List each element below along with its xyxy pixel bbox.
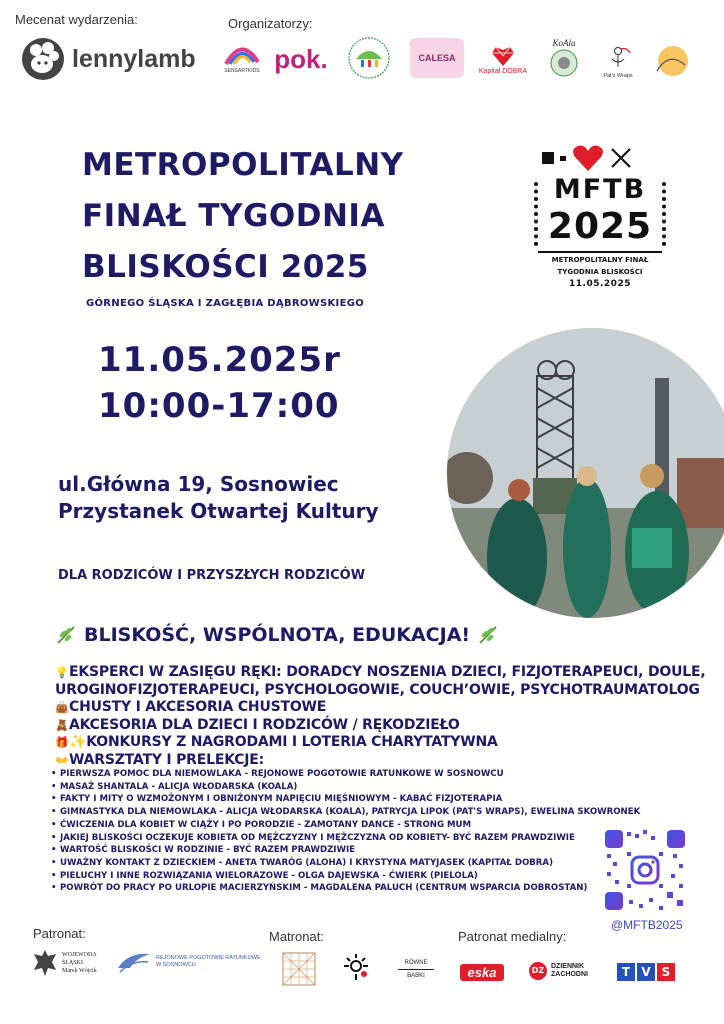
pats-wraps-name: Pat's Wraps — [603, 73, 633, 79]
hands-icon: 👐 — [55, 753, 69, 767]
event-date: 11.05.2025r — [98, 340, 341, 380]
grid-pattern-icon — [282, 952, 316, 986]
title-line-2: FINAŁ TYGODNIA — [82, 198, 385, 234]
pok-logo[interactable] — [274, 40, 328, 78]
rowne-babki-logo[interactable] — [392, 958, 440, 981]
workshop-item: • PIELUCHY I INNE ROZWIĄZANIA WIELORAZOWE - OLGA DAJEWSKA - ĆWIERK (PIELOLA) — [51, 870, 640, 883]
badge-line-1: METROPOLITALNY FINAŁ — [551, 256, 649, 264]
club-icon — [346, 35, 392, 81]
audience-text: DLA RODZICÓW I PRZYSZŁYCH RODZICÓW — [58, 568, 366, 583]
event-photo — [447, 328, 724, 618]
feature-item — [55, 717, 715, 735]
title-line-1: METROPOLITALNY — [82, 147, 404, 183]
features-list — [55, 664, 715, 769]
rowne-babki-line-1: RÓWNE — [404, 960, 428, 966]
badge-dots-right — [662, 182, 666, 246]
feature-item — [55, 682, 715, 700]
kapital-dobra-name: Kapitał DOBRA — [478, 67, 528, 75]
rowne-babki-rule — [398, 969, 434, 970]
feature-item — [55, 699, 715, 717]
wojewoda-line-2: ŚLĄSKI — [62, 960, 84, 966]
pats-wraps-logo[interactable] — [596, 40, 640, 84]
workshop-item: • UWAŻNY KONTAKT Z DZIECKIEM - ANETA TWARÓG (ALOHA) I KRYSTYNA MATYJASEK (KAPITAŁ DOBRA) — [51, 857, 640, 870]
patronat-label: Patronat: — [33, 926, 86, 941]
koala-name: KoAla — [552, 38, 576, 48]
workshops-list — [51, 768, 640, 895]
badge-icons — [542, 144, 632, 172]
workshop-item: • JAKIEJ BLISKOŚCI OCZEKUJE KOBIETA OD MĘŻCZYZNY I MĘŻCZYZNA OD KOBIETY- BYĆ RAZEM PRAWDZIWIE — [51, 832, 640, 845]
feature-text: AKCESORIA DLA DZIECI I RODZICÓW / RĘKODZIEŁO — [69, 716, 460, 733]
feature-text: UROGINOFIZJOTERAPEUCI, PSYCHOLOGOWIE, COUCH’OWIE, PSYCHOTRAUMATOLOG — [55, 681, 700, 698]
mftb-badge — [530, 142, 670, 292]
feature-text: ✨KONKURSY Z NAGRODAMI I LOTERIA CHARYTATYWNA — [69, 734, 498, 750]
pogotowie-line-2: W SOSNOWCU — [156, 962, 196, 968]
ambulance-wings-icon — [116, 950, 152, 974]
club-logo[interactable] — [344, 34, 394, 82]
koala-icon — [549, 48, 579, 78]
matronat-label: Matronat: — [269, 929, 324, 944]
aloha-icon — [649, 41, 693, 81]
bag-icon: 👜 — [55, 701, 69, 714]
event-time: 10:00-17:00 — [98, 386, 340, 426]
heart-gem-icon — [490, 44, 516, 68]
pogotowie-logo[interactable] — [116, 950, 261, 974]
dash-icon — [560, 156, 566, 161]
workshop-item: • MASAŻ SHANTALA - ALICJA WŁODARSKA (KOALA) — [51, 781, 640, 794]
aloha-logo[interactable] — [646, 38, 696, 84]
title-line-3: BLISKOŚCI 2025 — [82, 249, 369, 285]
koala-logo[interactable] — [544, 34, 584, 82]
lamb-icon — [20, 36, 66, 82]
lightbulb-icon: 💡 — [55, 666, 69, 679]
workshop-item: • PIERWSZA POMOC DLA NIEMOWLAKA - REJONOWE POGOTOWIE RATUNKOWE W SOSNOWCU — [51, 768, 640, 781]
sensartkids-name: SENSARTKIDS — [224, 68, 260, 74]
sensartkids-logo[interactable] — [218, 36, 266, 80]
herb-icon — [478, 625, 498, 645]
lennylamb-name: lennylamb — [72, 44, 196, 73]
wojewoda-logo[interactable] — [32, 948, 97, 978]
feature-item — [55, 734, 715, 752]
dziennik-logo[interactable] — [529, 962, 588, 980]
subtitle: GÓRNEGO ŚLĄSKA I ZAGŁĘBIA DĄBROWSKIEGO — [86, 298, 365, 309]
badge-year: 2025 — [547, 206, 653, 247]
kapital-dobra-logo[interactable] — [473, 36, 533, 82]
sun-figure-icon — [340, 952, 372, 984]
badge-dots-left — [534, 182, 538, 246]
dziennik-line-2: ZACHODNI — [551, 971, 588, 978]
eagle-icon — [32, 948, 58, 978]
badge-rule — [538, 251, 662, 253]
workshop-item: • WARTOŚĆ BLISKOŚCI W RODZINIE - BYĆ RAZEM PRAWDZIWIE — [51, 844, 640, 857]
tvs-logo[interactable] — [617, 963, 675, 981]
feature-text: WARSZTATY I PRELEKCJE: — [69, 751, 265, 768]
dz-icon: DZ — [529, 962, 547, 980]
wrap-figure-icon — [603, 45, 633, 73]
calesa-name: CALESA — [418, 53, 456, 63]
wojewoda-line-1: WOJEWODA — [62, 952, 97, 958]
rowne-babki-line-2: BABKI — [407, 973, 425, 979]
gift-icon: 🎁 — [55, 736, 69, 749]
badge-line-2: TYGODNIA BLISKOŚCI — [557, 268, 643, 276]
eska-logo[interactable]: eska — [460, 964, 504, 981]
slogan — [56, 624, 498, 646]
grid-logo[interactable] — [282, 952, 316, 986]
workshop-item: • FAKTY I MITY O WZMOŻONYM I OBNIŻONYM NAPIĘCIU MIĘŚNIOWYM - KABAĆ FIZJOTERAPIA — [51, 793, 640, 806]
feature-text: CHUSTY I AKCESORIA CHUSTOWE — [69, 699, 327, 715]
square-icon — [542, 152, 554, 164]
feature-text: EKSPERCI W ZASIĘGU RĘKI: DORADCY NOSZENIA DZIECI, FIZJOTERAPEUCI, DOULE, — [69, 664, 706, 680]
photo-illustration — [447, 328, 724, 618]
feature-item — [55, 752, 715, 770]
herb-icon — [56, 625, 76, 645]
pogotowie-line-1: REJONOWE POGOTOWIE RATUNKOWE — [156, 955, 261, 961]
feature-item — [55, 664, 715, 682]
instagram-qr-code[interactable] — [603, 828, 687, 912]
tvs-letter-s: S — [657, 963, 675, 981]
lennylamb-logo[interactable] — [20, 36, 196, 82]
social-handle[interactable]: @MFTB2025 — [611, 918, 683, 932]
qr-icon — [603, 828, 687, 912]
dziennik-line-1: DZIENNIK — [551, 963, 585, 970]
teddy-icon: 🧸 — [55, 718, 69, 732]
pok-name: pok. — [274, 43, 328, 74]
sun-figure-logo[interactable] — [340, 952, 372, 984]
address-line-1: ul.Główna 19, Sosnowiec — [58, 472, 339, 496]
workshop-item: • GIMNASTYKA DLA NIEMOWLAKA - ALICJA WŁODARSKA (KOALA), PATRYCJA LIPOK (PAT'S WRAPS), EWELINA SKOWRONEK — [51, 806, 640, 819]
organizers-label: Organizatorzy: — [228, 16, 313, 31]
slogan-text: BLISKOŚĆ, WSPÓLNOTA, EDUKACJA! — [84, 624, 471, 646]
workshop-item: • POWRÓT DO PRACY PO URLOPIE MACIERZYŃSKIM - MAGDALENA PALUCH (CENTRUM WSPARCIA DOBROSTAN) — [51, 882, 640, 895]
address-line-2: Przystanek Otwartej Kultury — [58, 499, 379, 523]
medialny-label: Patronat medialny: — [458, 929, 567, 944]
tvs-letter-t: T — [617, 963, 635, 981]
tvs-letter-v: V — [637, 963, 655, 981]
heart-icon — [572, 144, 604, 172]
workshop-item: • ĆWICZENIA DLA KOBIET W CIĄŻY I PO PORODZIE - ZAMOTANY DANCE - STRONG MUM — [51, 819, 640, 832]
badge-date: 11.05.2025 — [569, 279, 631, 289]
badge-brand: MFTB — [553, 174, 647, 205]
sponsor-label: Mecenat wydarzenia: — [15, 12, 138, 27]
sensartkids-icon — [222, 42, 262, 68]
wojewoda-line-3: Marek Wójcik — [62, 968, 97, 974]
calesa-logo[interactable] — [410, 38, 464, 78]
cross-icon — [610, 147, 632, 169]
